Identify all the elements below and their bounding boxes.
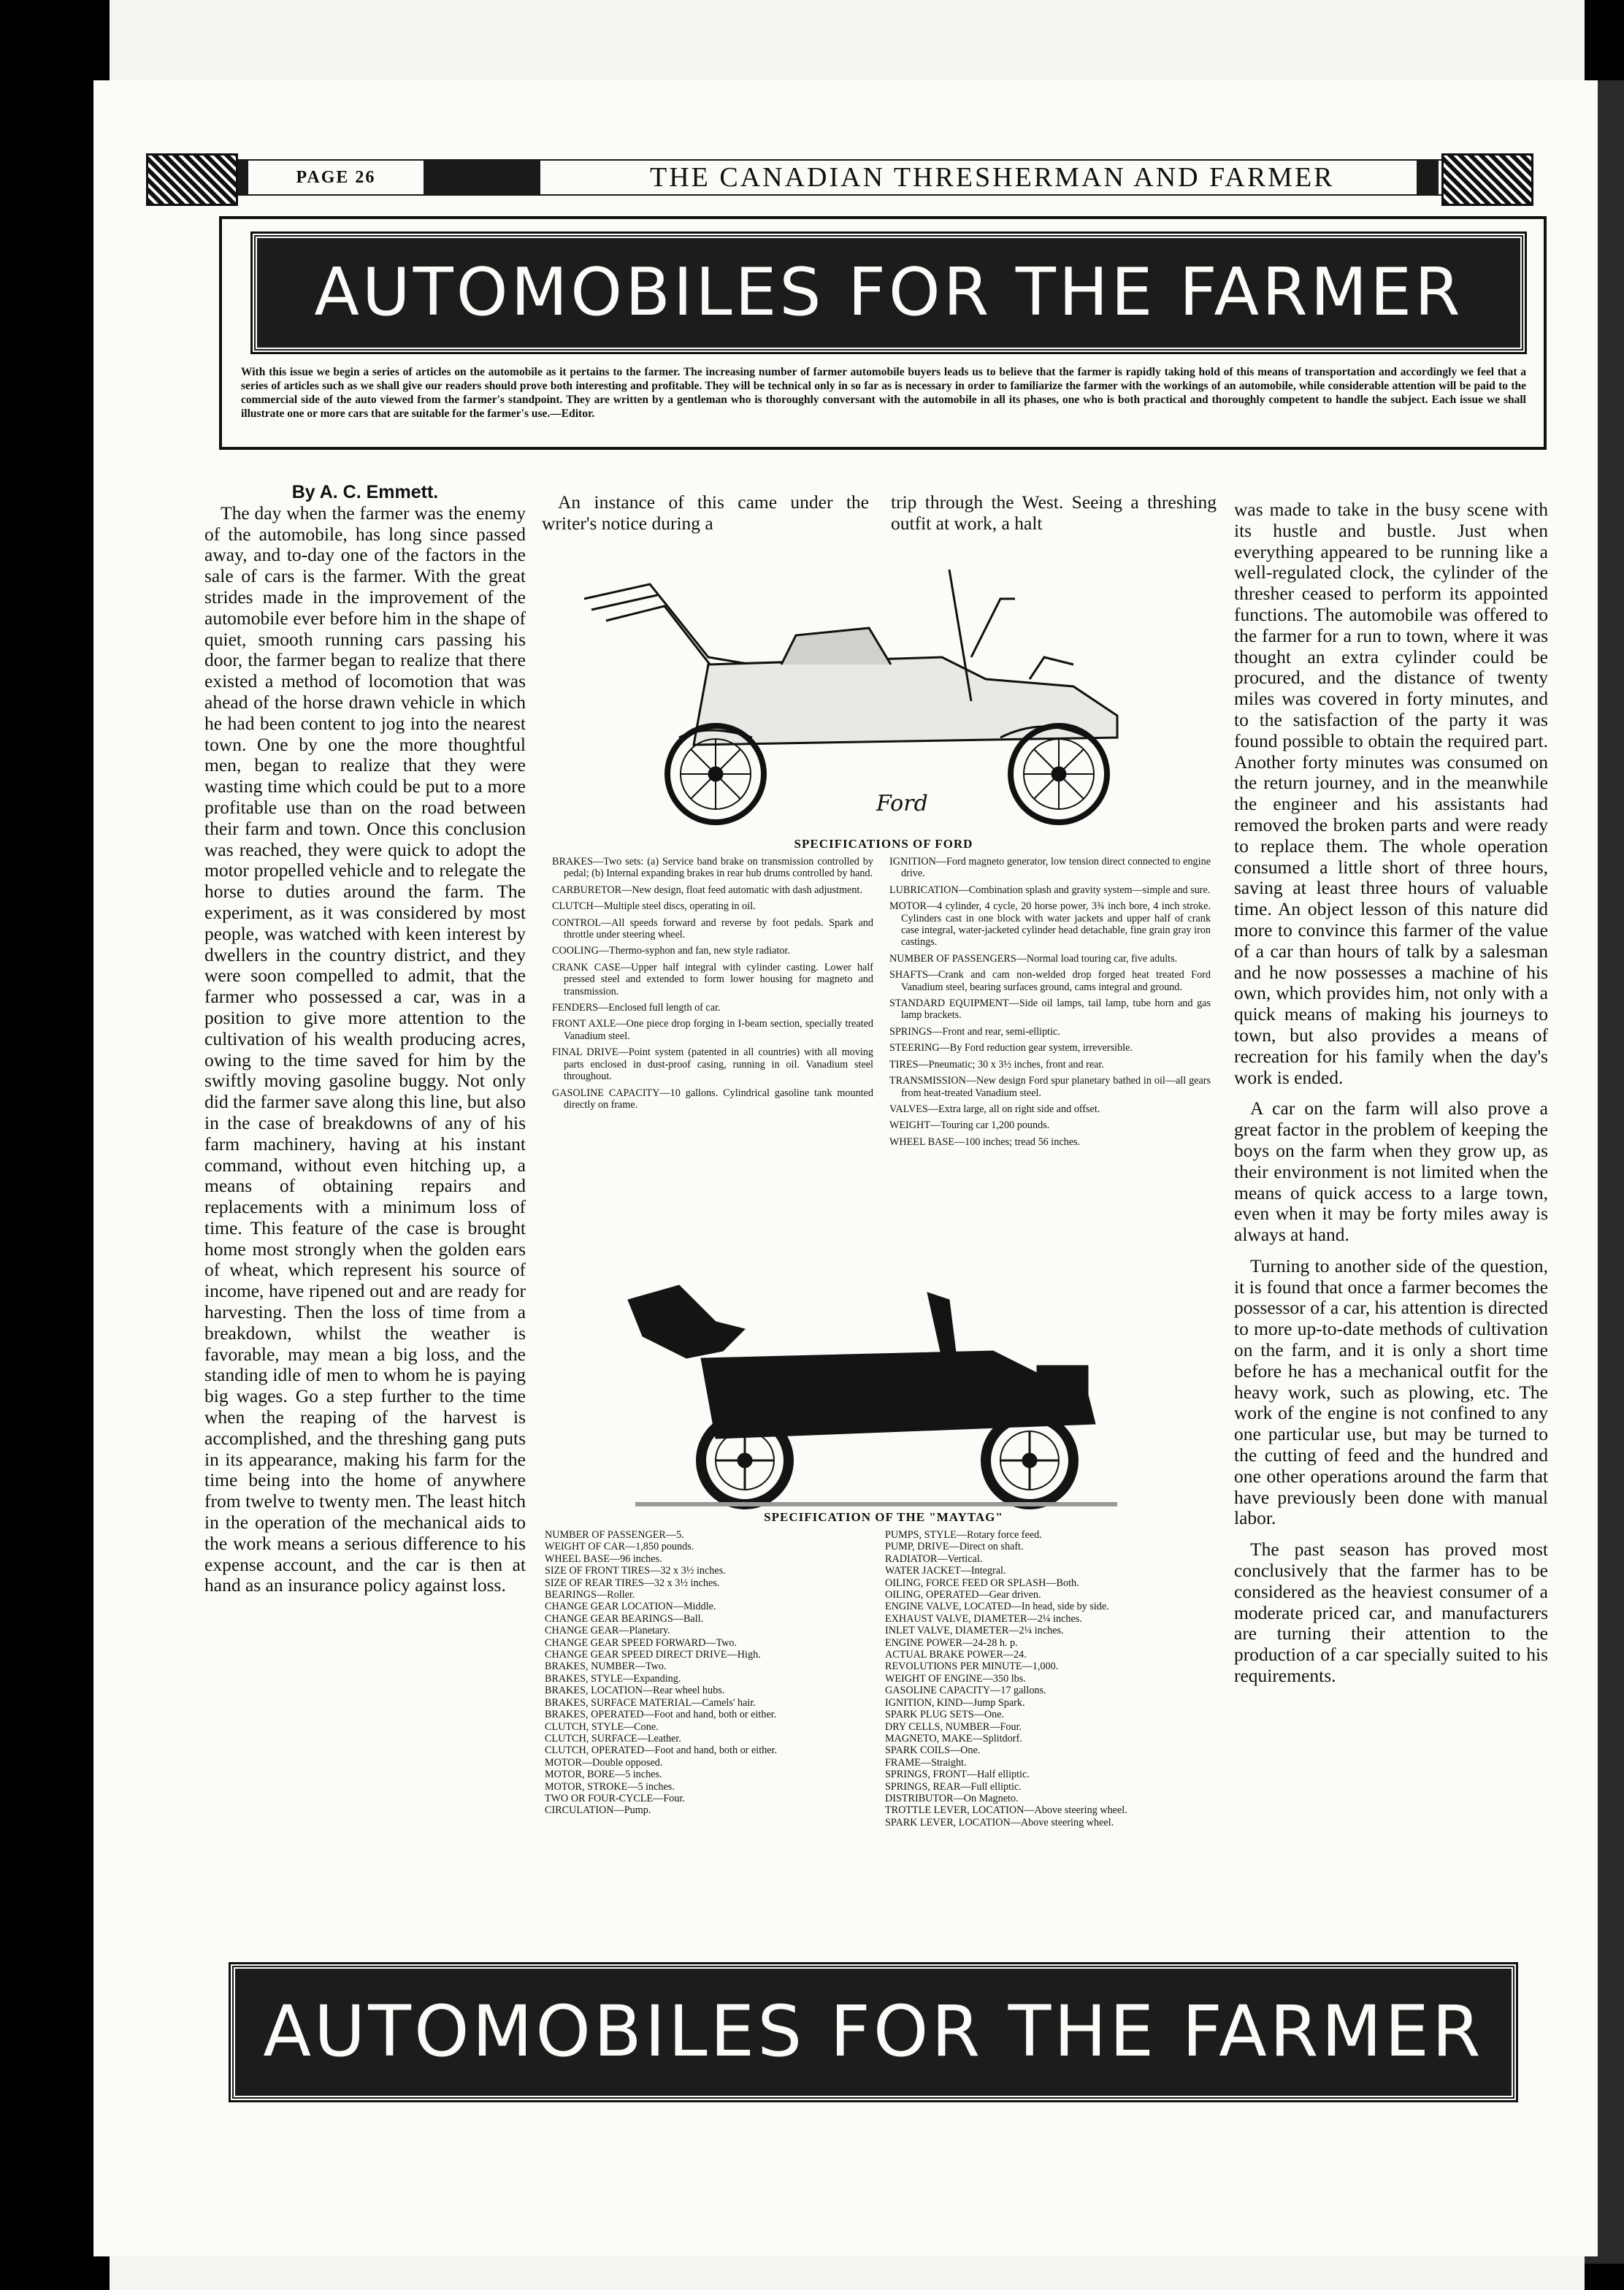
spec-entry: CLUTCH, SURFACE—Leather. [545, 1732, 681, 1745]
ornament-left-icon [146, 153, 238, 206]
spec-entry: WEIGHT—Touring car 1,200 pounds. [889, 1119, 1050, 1132]
spec-entry: CRANK CASE—Upper half integral with cylinder casting. Lower half pressed steel and extended to form lower housing for magneto and transmission. [552, 961, 873, 997]
ford-logo: Ford [876, 791, 928, 816]
spec-entry: MAGNETO, MAKE—Splitdorf. [885, 1732, 1022, 1745]
spec-entry: MOTOR, BORE—5 inches. [545, 1769, 662, 1781]
spec-entry: WHEEL BASE—100 inches; tread 56 inches. [889, 1136, 1081, 1148]
ornament-right-icon [1441, 153, 1533, 206]
spec-entry: CHANGE GEAR SPEED FORWARD—Two. [545, 1636, 738, 1649]
editor-intro: With this issue we begin a series of articles on the automobile as it pertains to the farmer. The increasing number of farmer automobile buyers leads us to believe that the farmer is rapidly taking hold of this means of transportation and accordingly we feel that a series of articles such as we shall give our readers should prove both interesting and profitable. They will be technical only in so far as is necessary in order to familiarize the farmer with the workings of an automobile, while considerable attention will be paid to the commercial side of the auto viewed from the farmer's standpoint. They are written by a gentleman who is thoroughly conversant with the automobile in all its phases, one who is both practical and thoroughly competent to handle the subject. Each issue we shall illustrate one or more cars that are suitable for the farmer's use.—Editor. [241, 366, 1526, 420]
article-column-left [204, 482, 526, 1596]
spec-entry: ENGINE VALVE, LOCATED—In head, side by side. [885, 1601, 1109, 1613]
spec-entry: DISTRIBUTOR—On Magneto. [885, 1792, 1019, 1804]
spec-entry: BRAKES, LOCATION—Rear wheel hubs. [545, 1685, 725, 1697]
article-paragraph: An instance of this came under the writer's notice during a [542, 491, 869, 534]
spec-entry: BRAKES—Two sets: (a) Service band brake on transmission controlled by pedal; (b) Internal expanding brakes in rear hub drums controlled by hand. [552, 856, 873, 880]
spec-entry: SPARK COILS—One. [885, 1745, 981, 1757]
spec-entry: OILING, FORCE FEED OR SPLASH—Both. [885, 1577, 1079, 1589]
spec-entry: WATER JACKET—Integral. [885, 1565, 1006, 1577]
spec-entry: FRONT AXLE—One piece drop forging in I-beam section, specially treated Vanadium steel. [552, 1018, 873, 1042]
spec-entry: SPRINGS—Front and rear, semi-elliptic. [889, 1025, 1060, 1038]
spec-entry: ENGINE POWER—24-28 h. p. [885, 1636, 1018, 1649]
byline: By A. C. Emmett. [291, 482, 439, 502]
spec-entry: CHANGE GEAR—Planetary. [545, 1625, 670, 1637]
spec-entry: BRAKES, STYLE—Expanding. [545, 1672, 681, 1685]
spec-entry: COOLING—Thermo-syphon and fan, new style radiator. [552, 945, 790, 957]
article-column-right [1234, 499, 1548, 1687]
article-paragraph: trip through the West. Seeing a threshing outfit at work, a halt [891, 491, 1217, 534]
spec-entry: TIRES—Pneumatic; 30 x 3½ inches, front and rear. [889, 1058, 1104, 1071]
page-number: PAGE 26 [248, 161, 424, 194]
article-paragraph: The day when the farmer was the enemy of the automobile, has long since passed away, and to-day one of the factors in the sale of cars is the farmer. With the great strides made in the improvement of the automobile ever before him in the shape of quiet, smooth running cars passing his door, the farmer began to realize that there existed a method of locomotion that was ahead of the horse drawn vehicle in which he had been content to jog into the nearest town. One by one the more thoughtful men, began to realize that they were wasting time which could be put to a more profitable use than on the road between their farm and town. Once this conclusion was reached, they were quick to adopt the motor propelled vehicle and to relegate the horse to duties around the farm. The experiment, as it was considered by most people, was watched with keen interest by dwellers in the country district, and they were soon compelled to admit, that the farmer who possessed a car, was in a position to give more attention to the cultivation of his wealth producing acres, owing to the time saved for him by the swiftly moving gasoline buggy. Not only did the farmer save along this line, but also in the case of breakdowns of any of his farm machinery, having at his instant command, without even hitching up, a means of obtaining repairs and replacements with a minimum loss of time. This feature of the case is brought home most strongly when the golden ears of wheat, which represent his source of income, have ripened out and are ready for harvesting. Then the loss of time from a breakdown, whilst the weather is favorable, may mean a big loss, and the standing idle of men to whom he is paying big wages. Go a step further to the time when the reaping of the harvest is accomplished, and the threshing gang puts in its appearance, making his farm for the time being into the home of anywhere from twelve to twenty men. The least hitch in the operation of the mechanical aids to the work means a serious difference to his expense account, and the car is then at hand as an insurance policy against loss. [204, 502, 526, 1596]
spec-entry: INLET VALVE, DIAMETER—2¼ inches. [885, 1625, 1064, 1637]
spec-entry: VALVES—Extra large, all on right side and offset. [889, 1103, 1100, 1115]
spec-entry: SPARK LEVER, LOCATION—Above steering wheel. [885, 1816, 1114, 1828]
spec-entry: CLUTCH, STYLE—Cone. [545, 1720, 659, 1733]
running-head [146, 153, 1533, 202]
spec-entry: STEERING—By Ford reduction gear system, irreversible. [889, 1042, 1133, 1054]
article-paragraph: A car on the farm will also prove a great factor in the problem of keeping the boys on the farm when they grow up, as their environment is not limited when the means of quick access to a large town, even when it may be forty miles away is always at hand. [1234, 1098, 1548, 1246]
spec-entry: PUMP, DRIVE—Direct on shaft. [885, 1541, 1024, 1553]
article-paragraph: The past season has proved most conclusively that the farmer has to be considered as the heaviest consumer of a moderate priced car, and manufacturers are turning their attention to the production of a car specially suited to his requirements. [1234, 1539, 1548, 1687]
ford-spec-title: SPECIFICATIONS OF FORD [794, 837, 973, 851]
spec-entry: WEIGHT OF ENGINE—350 lbs. [885, 1672, 1026, 1685]
spec-entry: STANDARD EQUIPMENT—Side oil lamps, tail lamp, tube horn and gas lamp brackets. [889, 997, 1211, 1022]
spec-entry: CHANGE GEAR LOCATION—Middle. [545, 1601, 716, 1613]
ford-spec-list-right [889, 856, 1211, 1152]
spec-entry: SHAFTS—Crank and cam non-welded drop forged heat treated Ford Vanadium steel, bearing surfaces ground, cams integral and ground. [889, 969, 1211, 993]
spec-entry: ACTUAL BRAKE POWER—24. [885, 1649, 1027, 1661]
spec-entry: BRAKES, OPERATED—Foot and hand, both or either. [545, 1709, 777, 1721]
article-paragraph: was made to take in the busy scene with its hustle and bustle. Just when everything appeared to be running like a well-regulated clock, the cylinder of the thresher ceased to perform its appointed functions. The automobile was offered to the farmer for a run to town, where it was thought an extra cylinder could be procured, and the distance of twenty miles was covered in forty minutes, and to the satisfaction of the party it was found possible to obtain the required part. Another forty minutes was consumed on the return journey, and in the meanwhile the engineer and his assistants had removed the broken parts and were ready to replace them. The whole operation consumed a little short of three hours, saving at least three hours of valuable time. An object lesson of this nature did more to convince this farmer of the value of a car than hours of talk by a salesman and he now possesses a machine of his own, which provides him, not only with a quick means of making his journeys to town, but also provides a means of recreation for his family when the day's work is ended. [1234, 499, 1548, 1088]
spec-entry: CHANGE GEAR SPEED DIRECT DRIVE—High. [545, 1649, 761, 1661]
spec-entry: TROTTLE LEVER, LOCATION—Above steering wheel. [885, 1804, 1127, 1817]
spec-entry: LUBRICATION—Combination splash and gravity system—simple and sure. [889, 884, 1211, 896]
spec-entry: CONTROL—All speeds forward and reverse by foot pedals. Spark and throttle under steering wheel. [552, 916, 873, 941]
spec-entry: FINAL DRIVE—Point system (patented in all countries) with all moving parts enclosed in dust-proof casing, running in oil. Vanadium steel throughout. [552, 1046, 873, 1083]
spec-entry: CIRCULATION—Pump. [545, 1804, 651, 1817]
spec-entry: SIZE OF FRONT TIRES—32 x 3½ inches. [545, 1565, 726, 1577]
spec-entry: SPRINGS, REAR—Full elliptic. [885, 1780, 1022, 1793]
spec-entry: SPRINGS, FRONT—Half elliptic. [885, 1769, 1030, 1781]
spec-entry: CARBURETOR—New design, float feed automatic with dash adjustment. [552, 884, 862, 896]
spec-entry: GASOLINE CAPACITY—17 gallons. [885, 1685, 1046, 1697]
maytag-spec-list-left [545, 1529, 866, 1817]
article-column-mid-right [891, 492, 1217, 535]
spec-entry: SPARK PLUG SETS—One. [885, 1709, 1005, 1721]
spec-entry: TRANSMISSION—New design Ford spur planetary bathed in oil—all gears from heat-treated Vanadium steel. [889, 1075, 1211, 1099]
spec-entry: WEIGHT OF CAR—1,850 pounds. [545, 1541, 694, 1553]
spec-entry: MOTOR—4 cylinder, 4 cycle, 20 horse power, 3¾ inch bore, 4 inch stroke. Cylinders cast in one block with water jackets and upper half of crank case integral, water-jacketed cylinder head detachable, fine grain gray iron castings. [889, 900, 1211, 949]
spec-entry: BRAKES, NUMBER—Two. [545, 1661, 667, 1673]
spec-entry: NUMBER OF PASSENGER—5. [545, 1529, 684, 1541]
ford-spec-list-left [552, 856, 873, 1115]
spec-entry: PUMPS, STYLE—Rotary force feed. [885, 1529, 1042, 1541]
spec-entry: SIZE OF REAR TIRES—32 x 3½ inches. [545, 1577, 720, 1589]
spec-entry: CLUTCH—Multiple steel discs, operating in oil. [552, 900, 756, 913]
spec-entry: TWO OR FOUR-CYCLE—Four. [545, 1792, 685, 1804]
headline-title: AUTOMOBILES FOR THE FARMER [314, 254, 1463, 331]
spec-entry: CHANGE GEAR BEARINGS—Ball. [545, 1612, 704, 1625]
article-column-mid-left [542, 492, 869, 535]
spec-entry: WHEEL BASE—96 inches. [545, 1552, 662, 1565]
maytag-spec-list-right [885, 1529, 1206, 1828]
footer-banner-title: AUTOMOBILES FOR THE FARMER [263, 1991, 1484, 2072]
spec-entry: GASOLINE CAPACITY—10 gallons. Cylindrical gasoline tank mounted directly on frame. [552, 1087, 873, 1111]
footer-banner [231, 1964, 1516, 2100]
article-paragraph: Turning to another side of the question, it is found that once a farmer becomes the possessor of a car, his attention is directed to more up-to-date methods of cultivation on the farm, and it is only a short time before he has a mechanical outfit for the heavy work, such as plowing, etc. The work of the engine is not confined to any one particular use, but may be turned to the cutting of feed and the hundred and one other operations around the farm that have previously been done with manual labor. [1234, 1255, 1548, 1529]
publication-title: THE CANADIAN THRESHERMAN AND FARMER [540, 161, 1417, 194]
ford-car-illustration [562, 555, 1205, 832]
spec-entry: DRY CELLS, NUMBER—Four. [885, 1720, 1022, 1733]
spec-entry: EXHAUST VALVE, DIAMETER—2¼ inches. [885, 1612, 1082, 1625]
spec-entry: IGNITION, KIND—Jump Spark. [885, 1696, 1025, 1709]
spec-entry: FRAME—Straight. [885, 1756, 967, 1769]
spec-entry: BRAKES, SURFACE MATERIAL—Camels' hair. [545, 1696, 756, 1709]
spec-entry: FENDERS—Enclosed full length of car. [552, 1002, 721, 1014]
maytag-car-illustration [613, 1271, 1139, 1512]
spec-entry: OILING, OPERATED—Gear driven. [885, 1589, 1041, 1601]
spec-entry: RADIATOR—Vertical. [885, 1552, 983, 1565]
spec-entry: MOTOR, STROKE—5 inches. [545, 1780, 675, 1793]
spec-entry: NUMBER OF PASSENGERS—Normal load touring car, five adults. [889, 952, 1178, 965]
spec-entry: IGNITION—Ford magneto generator, low tension direct connected to engine drive. [889, 856, 1211, 880]
spec-entry: CLUTCH, OPERATED—Foot and hand, both or either. [545, 1745, 778, 1757]
spec-entry: BEARINGS—Roller. [545, 1589, 635, 1601]
spec-entry: REVOLUTIONS PER MINUTE—1,000. [885, 1661, 1059, 1673]
spec-entry: MOTOR—Double opposed. [545, 1756, 663, 1769]
headline-banner [253, 234, 1525, 352]
maytag-spec-title: SPECIFICATION OF THE "MAYTAG" [764, 1510, 1003, 1524]
